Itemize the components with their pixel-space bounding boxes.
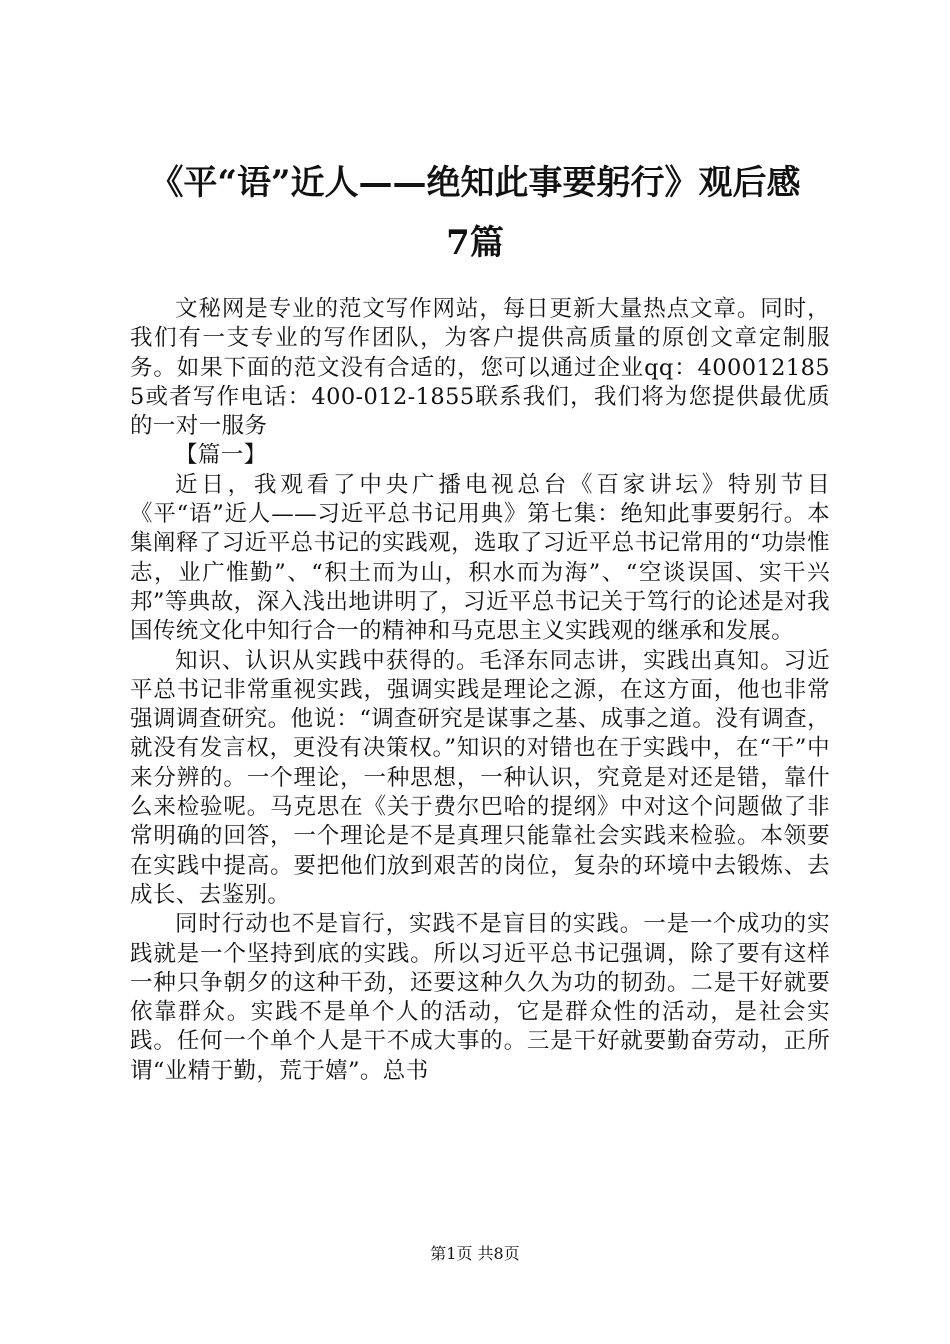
section-heading: 【篇一】 [175,442,267,469]
body-paragraph: 同时行动也不是盲行，实践不是盲目的实践。一是一个成功的实践就是一个坚持到底的实践。所以习近平总书记强调，除了要有这样一种只争朝夕的这种干劲，还要这种久久为功的韧劲。二是干好就要依靠群众。实践不是单个人的活动，它是群众性的活动，是社会实践。任何一个单个人是干不成大事的。三是干好就要勤奋劳动，正所谓“业精于勤，荒于嬉”。总书 [130,911,830,1084]
document-title-line-1: 《平“语”近人——绝知此事要躬行》观后感 [149,163,801,203]
page-footer: 第1页 共8页 [430,1244,520,1263]
document-body [130,295,830,1086]
body-paragraph: 近日，我观看了中央广播电视总台《百家讲坛》特别节目《平“语”近人——习近平总书记用典》第七集：绝知此事要躬行。本集阐释了习近平总书记的实践观，选取了习近平总书记常用的“功崇惟志，业广惟勤”、“积土而为山，积水而为海”、“空谈误国、实干兴邦”等典故，深入浅出地讲明了，习近平总书记关于笃行的论述是对我国传统文化中知行合一的精神和马克思主义实践观的继承和发展。 [130,471,830,645]
intro-paragraph: 文秘网是专业的范文写作网站，每日更新大量热点文章。同时，我们有一支专业的写作团队，为客户提供高质量的原创文章定制服务。如果下面的范文没有合适的，您可以通过企业qq：4000121855或者写作电话：400-012-1855联系我们，我们将为您提供最优质的一对一服务 [130,296,830,440]
document-title-line-2: 7篇 [446,223,504,263]
body-paragraph: 知识、认识从实践中获得的。毛泽东同志讲，实践出真知。习近平总书记非常重视实践，强调实践是理论之源，在这方面，他也非常强调调查研究。他说：“调查研究是谋事之基、成事之道。没有调查，就没有发言权，更没有决策权。”知识的对错也在于实践中，在“干”中来分辨的。一个理论，一种思想，一种认识，究竟是对还是错，靠什么来检验呢。马克思在《关于费尔巴哈的提纲》中对这个问题做了非常明确的回答，一个理论是不是真理只能靠社会实践来检验。本领要在实践中提高。要把他们放到艰苦的岗位，复杂的环境中去锻炼、去成长、去鉴别。 [130,647,830,908]
